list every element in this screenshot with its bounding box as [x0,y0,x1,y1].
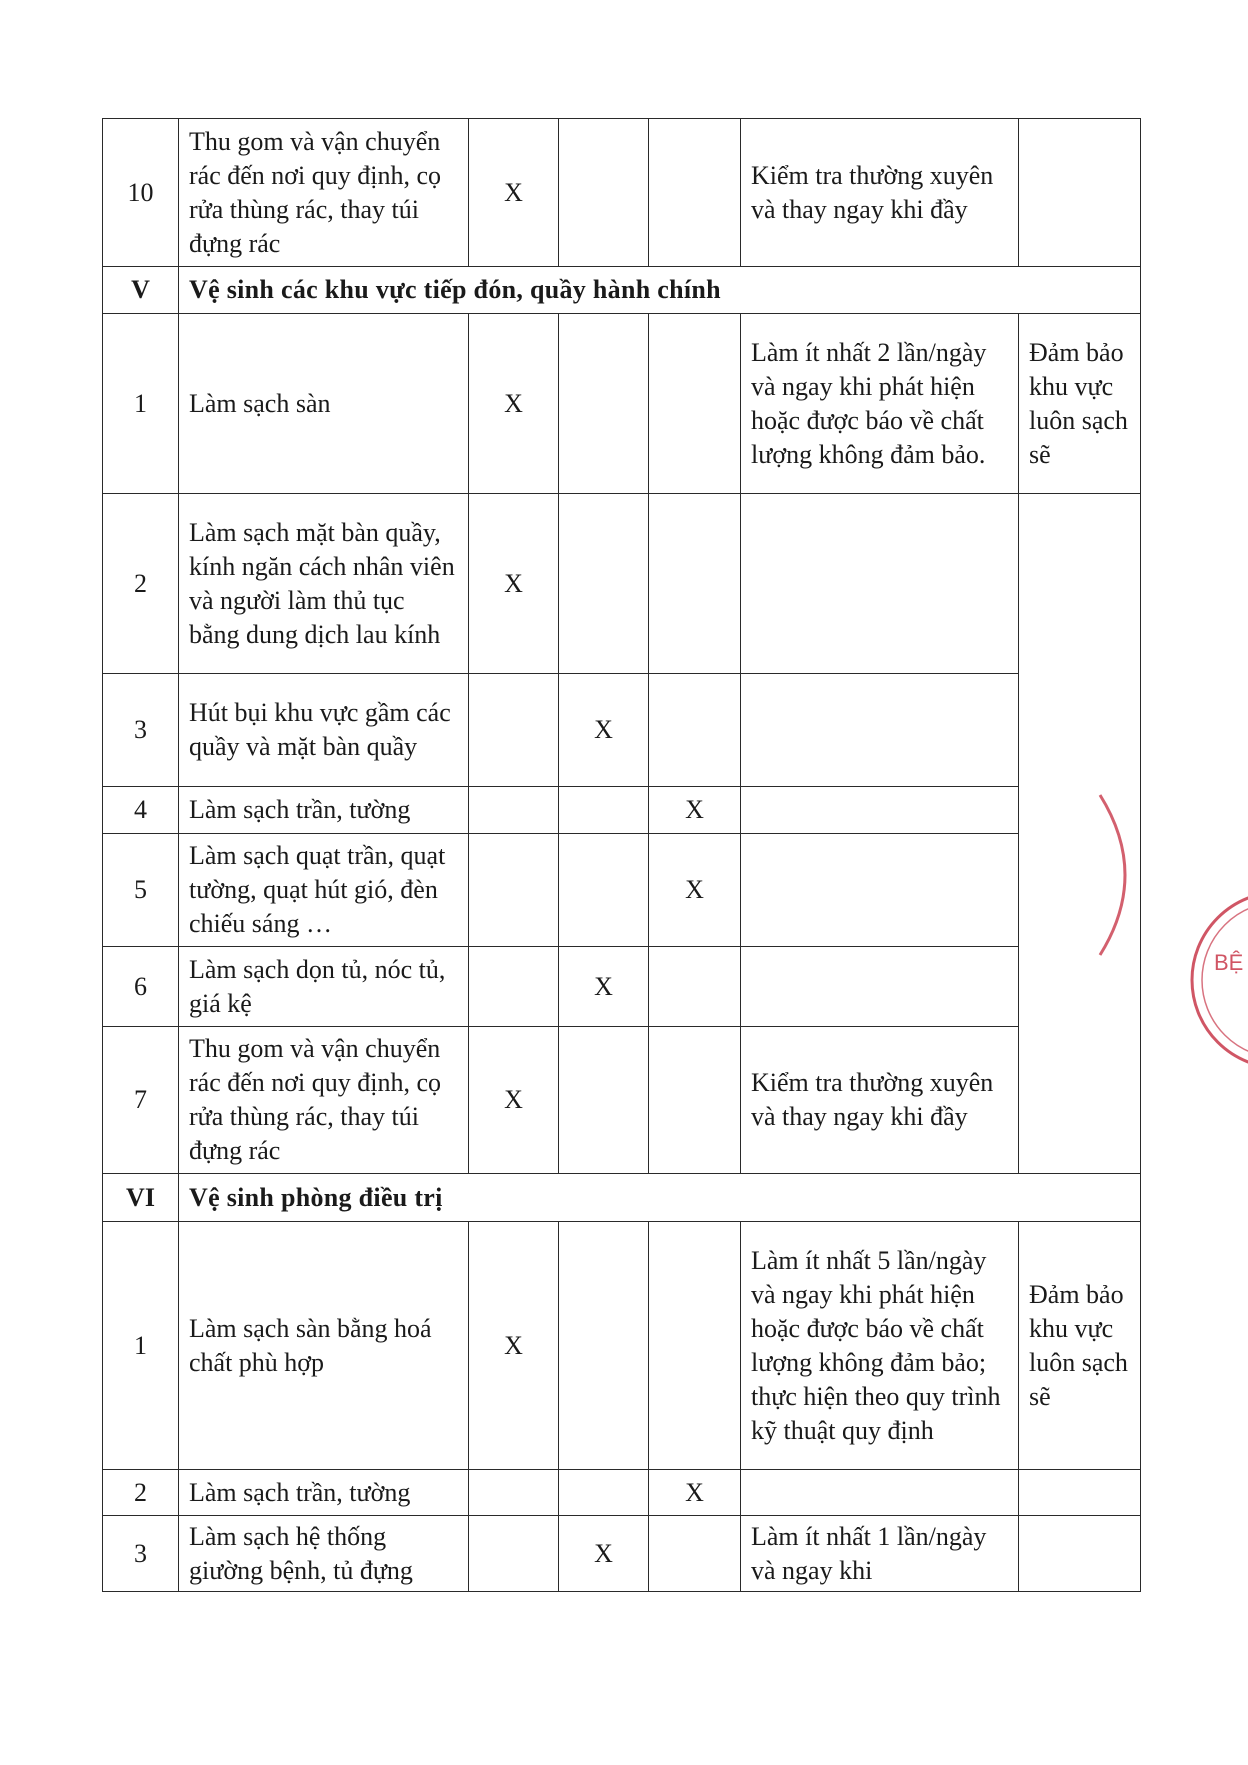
daily-mark: X [469,494,559,674]
monthly-mark [649,1516,741,1592]
monthly-mark [649,1027,741,1174]
section-title: Vệ sinh phòng điều trị [179,1174,1141,1222]
frequency-note [741,947,1019,1027]
row-number: 6 [103,947,179,1027]
daily-mark: X [469,1222,559,1470]
section-number: V [103,267,179,314]
table-row [103,1027,1141,1174]
task-description: Làm sạch mặt bàn quầy, kính ngăn cách nhân viên và người làm thủ tục bằng dung dịch lau kính [179,494,469,674]
task-description: Thu gom và vận chuyển rác đến nơi quy định, cọ rửa thùng rác, thay túi đựng rác [179,1027,469,1174]
cleaning-schedule-table [102,118,1141,1592]
weekly-mark [559,119,649,267]
monthly-mark: X [649,1470,741,1516]
daily-mark [469,834,559,947]
monthly-mark [649,947,741,1027]
section-title: Vệ sinh các khu vực tiếp đón, quầy hành chính [179,267,1141,314]
row-number: 10 [103,119,179,267]
frequency-note [741,494,1019,674]
row-number: 4 [103,787,179,834]
table-row [103,314,1141,494]
table-row [103,1222,1141,1470]
frequency-note: Làm ít nhất 5 lần/ngày và ngay khi phát hiện hoặc được báo về chất lượng không đảm bảo; thực hiện theo quy trình kỹ thuật quy định [741,1222,1019,1470]
weekly-mark: X [559,947,649,1027]
weekly-mark [559,1470,649,1516]
requirement-note: Đảm bảo khu vực luôn sạch sẽ [1019,314,1141,494]
frequency-note: Làm ít nhất 2 lần/ngày và ngay khi phát hiện hoặc được báo về chất lượng không đảm bảo. [741,314,1019,494]
weekly-mark: X [559,674,649,787]
section-row [103,1174,1141,1222]
requirement-note [1019,1470,1141,1516]
daily-mark [469,1516,559,1592]
daily-mark: X [469,314,559,494]
task-description: Hút bụi khu vực gầm các quầy và mặt bàn quầy [179,674,469,787]
seal-ring-inner [1202,902,1248,1058]
weekly-mark [559,314,649,494]
table-row [103,674,1141,787]
seal-text: BỆ [1214,950,1244,975]
requirement-note [1019,119,1141,267]
row-number: 2 [103,1470,179,1516]
frequency-note: Làm ít nhất 1 lần/ngày và ngay khi [741,1516,1019,1592]
daily-mark [469,674,559,787]
frequency-note: Kiểm tra thường xuyên và thay ngay khi đầy [741,119,1019,267]
row-number: 2 [103,494,179,674]
monthly-mark [649,494,741,674]
task-description: Làm sạch quạt trần, quạt tường, quạt hút gió, đèn chiếu sáng … [179,834,469,947]
section-number: VI [103,1174,179,1222]
row-number: 7 [103,1027,179,1174]
weekly-mark [559,1222,649,1470]
daily-mark: X [469,119,559,267]
monthly-mark [649,1222,741,1470]
task-description: Làm sạch sàn bằng hoá chất phù hợp [179,1222,469,1470]
row-number: 3 [103,674,179,787]
section-row [103,267,1141,314]
table-row [103,494,1141,674]
task-description: Làm sạch hệ thống giường bệnh, tủ đựng [179,1516,469,1592]
monthly-mark [649,314,741,494]
monthly-mark: X [649,834,741,947]
monthly-mark: X [649,787,741,834]
table-row [103,787,1141,834]
seal-fragment [1090,790,1150,960]
table-row [103,947,1141,1027]
monthly-mark [649,674,741,787]
task-description: Làm sạch dọn tủ, nóc tủ, giá kệ [179,947,469,1027]
task-description: Làm sạch trần, tường [179,1470,469,1516]
table-row [103,834,1141,947]
frequency-note [741,834,1019,947]
row-number: 1 [103,314,179,494]
weekly-mark [559,494,649,674]
daily-mark [469,1470,559,1516]
seal-ring-outer [1192,892,1248,1068]
task-description: Làm sạch trần, tường [179,787,469,834]
task-description: Làm sạch sàn [179,314,469,494]
table-row [103,1516,1141,1592]
row-number: 3 [103,1516,179,1592]
task-description: Thu gom và vận chuyển rác đến nơi quy định, cọ rửa thùng rác, thay túi đựng rác [179,119,469,267]
table-row [103,1470,1141,1516]
monthly-mark [649,119,741,267]
seal-arc [1100,795,1125,955]
row-number: 5 [103,834,179,947]
daily-mark [469,947,559,1027]
weekly-mark [559,1027,649,1174]
requirement-note [1019,1516,1141,1592]
daily-mark: X [469,1027,559,1174]
weekly-mark [559,834,649,947]
weekly-mark [559,787,649,834]
weekly-mark: X [559,1516,649,1592]
table-row [103,119,1141,267]
row-number: 1 [103,1222,179,1470]
frequency-note [741,787,1019,834]
official-seal-stamp [1170,880,1248,1080]
requirement-note: Đảm bảo khu vực luôn sạch sẽ [1019,1222,1141,1470]
frequency-note: Kiểm tra thường xuyên và thay ngay khi đầy [741,1027,1019,1174]
frequency-note [741,674,1019,787]
daily-mark [469,787,559,834]
frequency-note [741,1470,1019,1516]
